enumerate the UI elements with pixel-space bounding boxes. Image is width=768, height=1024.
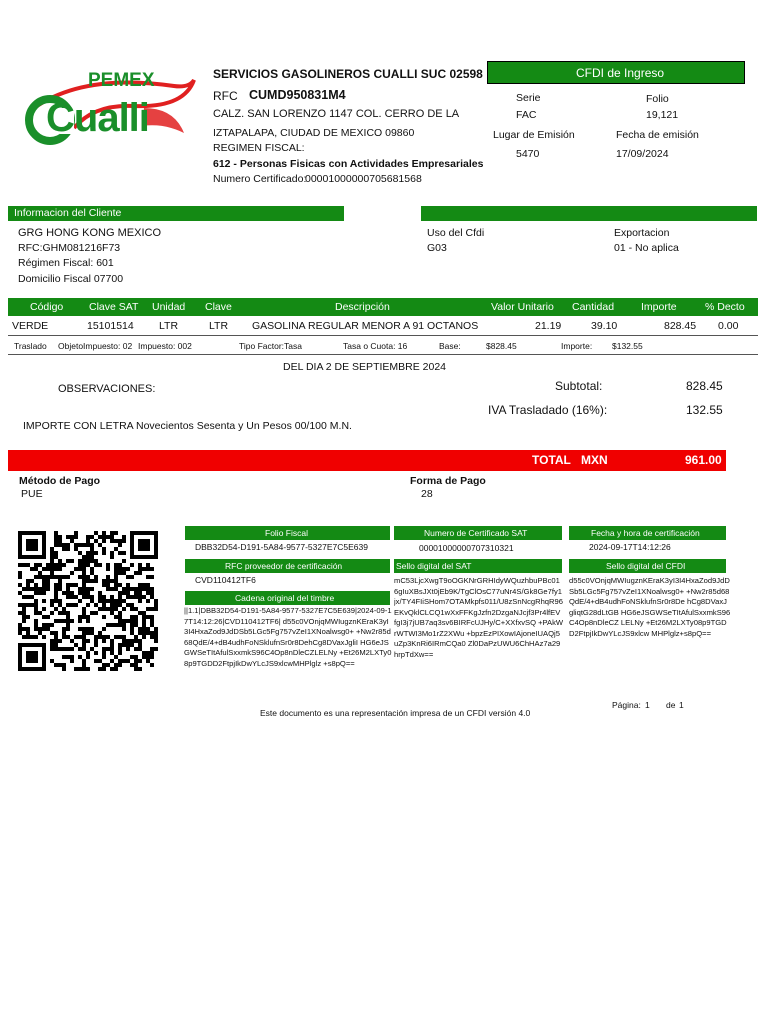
cert-sat-value: 00001000000707310321: [419, 543, 514, 553]
uso-cfdi-label: Uso del Cfdi: [427, 227, 485, 239]
sello-sat-header: [394, 559, 562, 573]
de-label: de: [666, 700, 676, 710]
col-header-codigo: Código: [30, 301, 64, 313]
sello-sat: mC53LjcXwgT9oOGKNrGRHIdyWQuzhbuPBc01 6gIuXBsJXt0jEb9K/TgClOsC77uNr4S/Gk8Ge7fy1 jx/TY4FIiSHom7OTAMkpfs011/U8zSnNcgRhqR96 EKvQklCLCQ1wXxFFKgJzfn2DzgaNJcjf3Pr4lfEV fgI3j7jUB7aq3sv6BIRFcUJHy/C+XXfxvSQ +PAkWrWTWI3Mo1rZ2XWu +bpzEzPIXowIAjoneIUAQj5uZp3KnRi6IRmCQa0 Zl0DaPzUWU6ChHAz7a29hrpTdXw==: [394, 576, 564, 659]
tax-importe-label: Importe:: [561, 341, 593, 351]
cell-clave: LTR: [209, 320, 229, 332]
lugar-value: 5470: [516, 148, 540, 160]
issuer-rfc-label: RFC: [213, 89, 238, 103]
sello-cfdi-label: Sello digital del CFDI: [606, 561, 686, 571]
total-pages: 1: [679, 700, 684, 710]
company-logo: [24, 68, 196, 158]
sello-cfdi: d55c0VOnjqMWIugznKEraK3yI3I4HxaZod9JdD Sb5LGc5Fg757vZeI1XNoalwsg0+ +Nw2r85d68QdE/4+dB4udhFoNSklufnSr0r8De hCg8DVaxJgliqtG28dLtGB HG6eJSGWSeTItAfulSxxmkS96C4Op8nDleCZ LELNy +Et26M2LXTy08p9TGDD2FtpjIkDwYLcJS9xlcw MHPlglz+s8pQ==: [569, 576, 731, 638]
folio-value: 19,121: [646, 109, 679, 121]
issuer-name: SERVICIOS GASOLINEROS CUALLI SUC 02598: [213, 67, 483, 81]
issuer-address-1: CALZ. SAN LORENZO 1147 COL. CERRO DE LA: [213, 108, 460, 120]
rfc-prov-label: RFC proveedor de certificación: [225, 561, 343, 571]
total-bar: [8, 450, 726, 471]
cell-valor-unitario: 21.19: [535, 320, 562, 332]
col-header-clave-sat: Clave SAT: [89, 301, 139, 313]
exportacion-label: Exportacion: [614, 227, 670, 239]
rfc-prov-header: [185, 559, 390, 573]
row-divider: [8, 335, 758, 336]
client-name: GRG HONG KONG MEXICO: [18, 227, 162, 239]
tax-row-divider: [8, 354, 758, 355]
issuer-regimen-label: REGIMEN FISCAL:: [213, 142, 305, 154]
tax-impuesto: Impuesto: 002: [138, 341, 192, 351]
folio-fiscal-value: DBB32D54-D191-5A84-9577-5327E7C5E639: [195, 542, 368, 552]
issuer-address-2: IZTAPALAPA, CIUDAD DE MEXICO 09860: [213, 127, 415, 139]
tax-importe: $132.55: [612, 341, 643, 351]
sello-sat-label: Sello digital del SAT: [396, 561, 472, 571]
fecha-cert-label: Fecha y hora de certificación: [591, 528, 700, 538]
fecha-cert-value: 2024-09-17T14:12:26: [589, 542, 671, 552]
cfdi-type-title: CFDI de Ingreso: [576, 66, 665, 80]
tax-tasa: Tasa o Cuota: 16: [343, 341, 408, 351]
importe-letra: Novecientos Sesenta y Un Pesos 00/100 M.N.: [136, 420, 352, 432]
pemex-wordmark: PEMEX: [88, 70, 155, 91]
total-value: 961.00: [685, 453, 722, 467]
issuer-regimen: 612 - Personas Fisicas con Actividades Empresariales: [213, 158, 484, 170]
footer-note: Este documento es una representación impresa de un CFDI versión 4.0: [260, 708, 531, 718]
tax-traslado: Traslado: [14, 341, 47, 351]
total-label: TOTAL: [532, 453, 571, 467]
metodo-pago-value: PUE: [21, 488, 43, 500]
folio-label: Folio: [646, 93, 669, 105]
col-header-descuento: % Decto: [705, 301, 745, 313]
cadena-header: [185, 591, 390, 605]
col-header-clave: Clave: [205, 301, 232, 313]
cell-descripcion: GASOLINA REGULAR MENOR A 91 OCTANOS: [252, 320, 479, 332]
issuer-cert: 00001000000705681568: [305, 173, 422, 185]
issuer-rfc: CUMD950831M4: [249, 88, 346, 102]
forma-pago-value: 28: [421, 488, 433, 500]
col-header-importe: Importe: [641, 301, 677, 313]
col-header-unidad: Unidad: [152, 301, 186, 313]
importe-letra-label: IMPORTE CON LETRA: [23, 420, 134, 432]
iva-value: 132.55: [686, 403, 723, 417]
client-regimen: Régimen Fiscal: 601: [18, 257, 114, 269]
subtotal-label: Subtotal:: [555, 379, 603, 393]
serie-value: FAC: [516, 109, 537, 121]
metodo-pago-label: Método de Pago: [19, 475, 101, 487]
cert-sat-label: Numero de Certificado SAT: [424, 528, 528, 538]
pagina-value: 1: [645, 700, 650, 710]
rfc-prov-value: CVD110412TF6: [195, 575, 256, 585]
issuer-cert-label: Numero Certificado:: [213, 173, 307, 185]
cell-cantidad: 39.10: [591, 320, 618, 332]
col-header-valor-unitario: Valor Unitario: [491, 301, 554, 313]
cell-codigo: VERDE: [12, 320, 49, 332]
folio-fiscal-header: [185, 526, 390, 540]
service-date-note: DEL DIA 2 DE SEPTIEMBRE 2024: [283, 361, 447, 373]
lugar-label: Lugar de Emisión: [493, 129, 575, 141]
cell-unidad: LTR: [159, 320, 179, 332]
iva-label: IVA Trasladado (16%):: [488, 403, 608, 417]
client-header-label: Informacion del Cliente: [14, 207, 122, 219]
client-header-right: [421, 206, 757, 221]
cert-sat-header: [394, 526, 562, 540]
serie-label: Serie: [516, 92, 541, 104]
qr-code: [18, 531, 158, 671]
sello-cfdi-header: [569, 559, 726, 573]
client-domicilio: Domicilio Fiscal 07700: [18, 273, 124, 285]
subtotal-value: 828.45: [686, 379, 723, 393]
fecha-cert-header: [569, 526, 726, 540]
col-header-descripcion: Descripción: [335, 301, 390, 313]
folio-fiscal-label: Folio Fiscal: [265, 528, 308, 538]
uso-cfdi-value: G03: [427, 242, 447, 254]
total-currency: MXN: [581, 453, 608, 467]
observaciones-label: OBSERVACIONES:: [58, 383, 156, 395]
items-table-header: [8, 298, 758, 316]
cadena-label: Cadena original del timbre: [235, 593, 335, 603]
fecha-label: Fecha de emisión: [616, 129, 699, 141]
fecha-value: 17/09/2024: [616, 148, 669, 160]
tax-tipo-factor: Tipo Factor:Tasa: [239, 341, 302, 351]
forma-pago-label: Forma de Pago: [410, 475, 486, 487]
client-rfc: RFC:GHM081216F73: [18, 242, 121, 254]
cell-clave-sat: 15101514: [87, 320, 134, 332]
tax-base: $828.45: [486, 341, 517, 351]
cualli-wordmark: Cualli: [46, 96, 149, 140]
cell-importe: 828.45: [664, 320, 697, 332]
cadena-original: ||1.1|DBB32D54-D191-5A84-9577-5327E7C5E639|2024-09-17T14:12:26|CVD110412TF6| d55c0VOnjqMWIugznKEraK3yI3I4HxaZod9JdDSb5LGc5Fg757vZeI1XNoalwsg0+ +Nw2r85d68QdE/4+dB4udhFoNSklufnSr0r8DehCg8DVaxJgliI HG6eJSGWSeTItAfulSxxmkS96C4Op8nDleCZLELNy +Et26M2LXTy08p9TGDD2FtpjIkDwYLcJS9xlcwMHPlglz +s8pQ==: [184, 606, 392, 668]
cfdi-type-header: [487, 61, 745, 84]
col-header-cantidad: Cantidad: [572, 301, 615, 313]
cell-descuento: 0.00: [718, 320, 739, 332]
pagina-label: Página:: [612, 700, 641, 710]
tax-base-label: Base:: [439, 341, 461, 351]
exportacion-value: 01 - No aplica: [614, 242, 679, 254]
tax-objeto: ObjetoImpuesto: 02: [58, 341, 133, 351]
client-header: [8, 206, 344, 221]
